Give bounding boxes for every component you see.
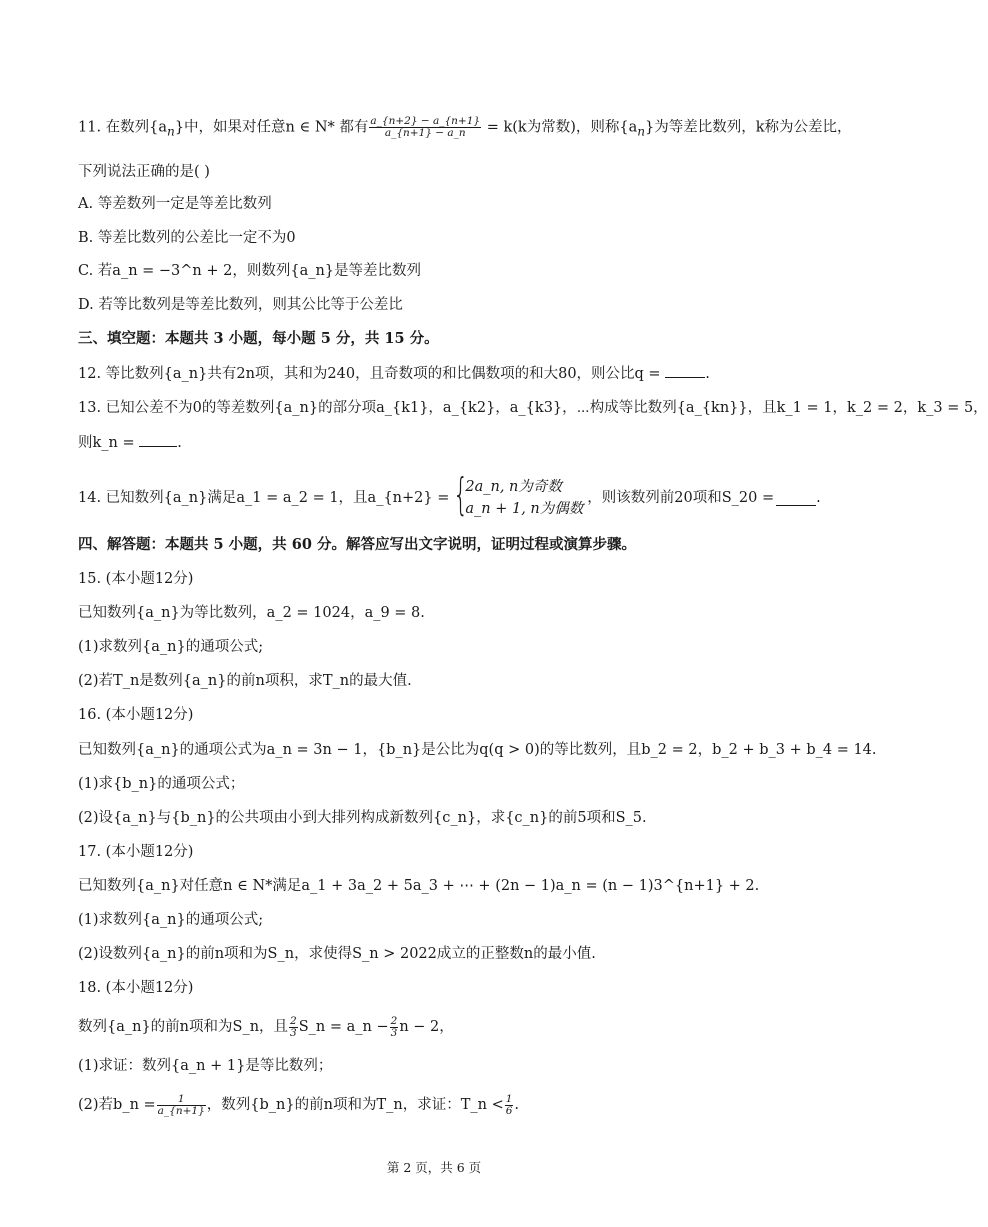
q16-part1: (1)求{b_n}的通项公式； bbox=[78, 776, 245, 792]
q18-part2-frac1 bbox=[157, 1094, 206, 1117]
q14-piecewise bbox=[453, 469, 584, 520]
q12-text: 12. 等比数列{a_n}共有2n项，其和为240，且奇数项的和比偶数项的和大80，则公比q = bbox=[78, 366, 661, 382]
q18-part2-frac1-num: 1 bbox=[157, 1094, 206, 1106]
q16-head: 16. (本小题12分) bbox=[78, 707, 194, 723]
q13-end: . bbox=[177, 435, 182, 451]
q12-end: . bbox=[705, 366, 710, 382]
q15-head: 15. (本小题12分) bbox=[78, 571, 194, 587]
q11-option-d: D. 若等比数列是等差比数列，则其公比等于公差比 bbox=[78, 297, 403, 313]
q18-frac1 bbox=[289, 1016, 298, 1039]
q11-option-b: B. 等差比数列的公差比一定不为0 bbox=[78, 230, 296, 246]
q15-stem: 已知数列{a_n}为等比数列，a_2 = 1024，a_9 = 8. bbox=[78, 605, 425, 621]
page-footer: 第 2 页，共 6 页 bbox=[386, 1160, 482, 1175]
q11-fraction bbox=[369, 116, 481, 139]
q11-stem-line2: 下列说法正确的是( ) bbox=[78, 164, 210, 180]
q18-part1: (1)求证：数列{a_n + 1}是等比数列； bbox=[78, 1058, 333, 1074]
q17-head: 17. (本小题12分) bbox=[78, 844, 194, 860]
q14-case2: a_n + 1, n为偶数 bbox=[465, 501, 584, 517]
q11-option-c: C. 若a_n = −3^n + 2，则数列{a_n}是等差比数列 bbox=[78, 263, 422, 279]
q11-frac-num: a_{n+2} − a_{n+1} bbox=[370, 115, 481, 127]
q14-case1: 2a_n, n为奇数 bbox=[465, 479, 562, 495]
q11-stem-a: 11. 在数列{a bbox=[78, 119, 168, 136]
q11-stem-line1: 11. 在数列$\{a_n\}$中，如果对任意n ∈ N* 都有 $\frac{a\_\{n+2\} - a\_\{n+1\}}{a\_\{n+1\} - a\_n}$ = k(k为常数)，则称$\{a_n\}$为等差比数列，k称为公差比， bbox=[78, 115, 852, 139]
q15-part2: (2)若T_n是数列{a_n}的前n项积，求T_n的最大值. bbox=[78, 673, 412, 689]
q17-part1: (1)求数列{a_n}的通项公式; bbox=[78, 912, 264, 928]
section4-heading: 四、解答题：本题共 5 小题，共 60 分。解答应写出文字说明，证明过程或演算步骤。 bbox=[78, 536, 636, 553]
q13-line2 bbox=[78, 432, 828, 453]
q14-prefix: 14. 已知数列{a_n}满足a_1 = a_2 = 1，且a_{n+2} = bbox=[78, 490, 450, 506]
q13-answer-blank[interactable] bbox=[139, 432, 177, 447]
q17-stem: 已知数列{a_n}对任意n ∈ N*满足a_1 + 3a_2 + 5a_3 + ⋯ + (2n − 1)a_n = (n − 1)3^{n+1} + 2. bbox=[78, 878, 760, 894]
q18-stem-c: n − 2， bbox=[399, 1019, 454, 1035]
q18-part2-frac2 bbox=[505, 1094, 514, 1117]
q18-frac1-den: 3 bbox=[290, 1026, 297, 1039]
q18-part2-c: . bbox=[514, 1097, 520, 1113]
q13-line1: 13. 已知公差不为0的等差数列{a_n}的部分项a_{k1}，a_{k2}，a_{k3}，⋯构成等比数列{a_{kn}}，且k_1 = 1，k_2 = 2，k_3 = 5， bbox=[78, 400, 988, 416]
q17-part2: (2)设数列{a_n}的前n项和为S_n，求使得S_n > 2022成立的正整数n的最小值. bbox=[78, 946, 596, 962]
q18-part2-frac2-den: 6 bbox=[505, 1104, 513, 1117]
q15-part1: (1)求数列{a_n}的通项公式; bbox=[78, 639, 264, 655]
q11-option-a: A. 等差数列一定是等差比数列 bbox=[78, 196, 272, 212]
q16-part2: (2)设{a_n}与{b_n}的公共项由小到大排列构成新数列{c_n}，求{c_n}的前5项和S_5. bbox=[78, 810, 647, 826]
q12-answer-blank[interactable] bbox=[665, 363, 705, 378]
section3-heading: 三、填空题：本题共 3 小题，每小题 5 分，共 15 分。 bbox=[78, 330, 439, 347]
q11-frac-den: a_{n+1} − a_n bbox=[384, 127, 466, 139]
q14-suffix: ，则该数列前20项和S_20 = bbox=[587, 490, 775, 506]
q11-stem-d: }为等差比数列，k称为公差比， bbox=[645, 119, 852, 136]
q11-stem-b: }中，如果对任意n ∈ N* 都有 bbox=[174, 119, 369, 136]
q18-frac2-num: 2 bbox=[390, 1014, 398, 1027]
q18-frac2-den: 3 bbox=[390, 1026, 398, 1039]
q18-stem-b: S_n = a_n − bbox=[298, 1019, 389, 1035]
q18-stem-a: 数列{a_n}的前n项和为S_n，且 bbox=[78, 1019, 289, 1035]
q11-stem-c: = k(k为常数)，则称{a bbox=[482, 119, 638, 136]
q18-part2 bbox=[78, 1092, 828, 1118]
q18-frac1-num: 2 bbox=[290, 1014, 297, 1027]
q13-line2-text: 则k_n = bbox=[78, 435, 135, 451]
q18-part2-a: (2)若b_n = bbox=[78, 1097, 156, 1113]
q18-stem bbox=[78, 1014, 828, 1040]
q18-part2-frac1-den: a_{n+1} bbox=[157, 1104, 205, 1117]
q12-line bbox=[78, 363, 828, 384]
q18-frac2 bbox=[390, 1016, 399, 1039]
q18-part2-b: ，数列{b_n}的前n项和为T_n，求证：T_n < bbox=[206, 1097, 504, 1113]
q14-answer-blank[interactable] bbox=[776, 491, 816, 506]
q14-line bbox=[78, 469, 828, 520]
q14-brace: { bbox=[453, 469, 469, 520]
q14-end: . bbox=[816, 490, 821, 506]
q18-head: 18. (本小题12分) bbox=[78, 980, 194, 996]
q18-part2-frac2-num: 1 bbox=[505, 1092, 513, 1105]
q16-stem: 已知数列{a_n}的通项公式为a_n = 3n − 1，{b_n}是公比为q(q > 0)的等比数列，且b_2 = 2，b_2 + b_3 + b_4 = 14. bbox=[78, 742, 877, 758]
